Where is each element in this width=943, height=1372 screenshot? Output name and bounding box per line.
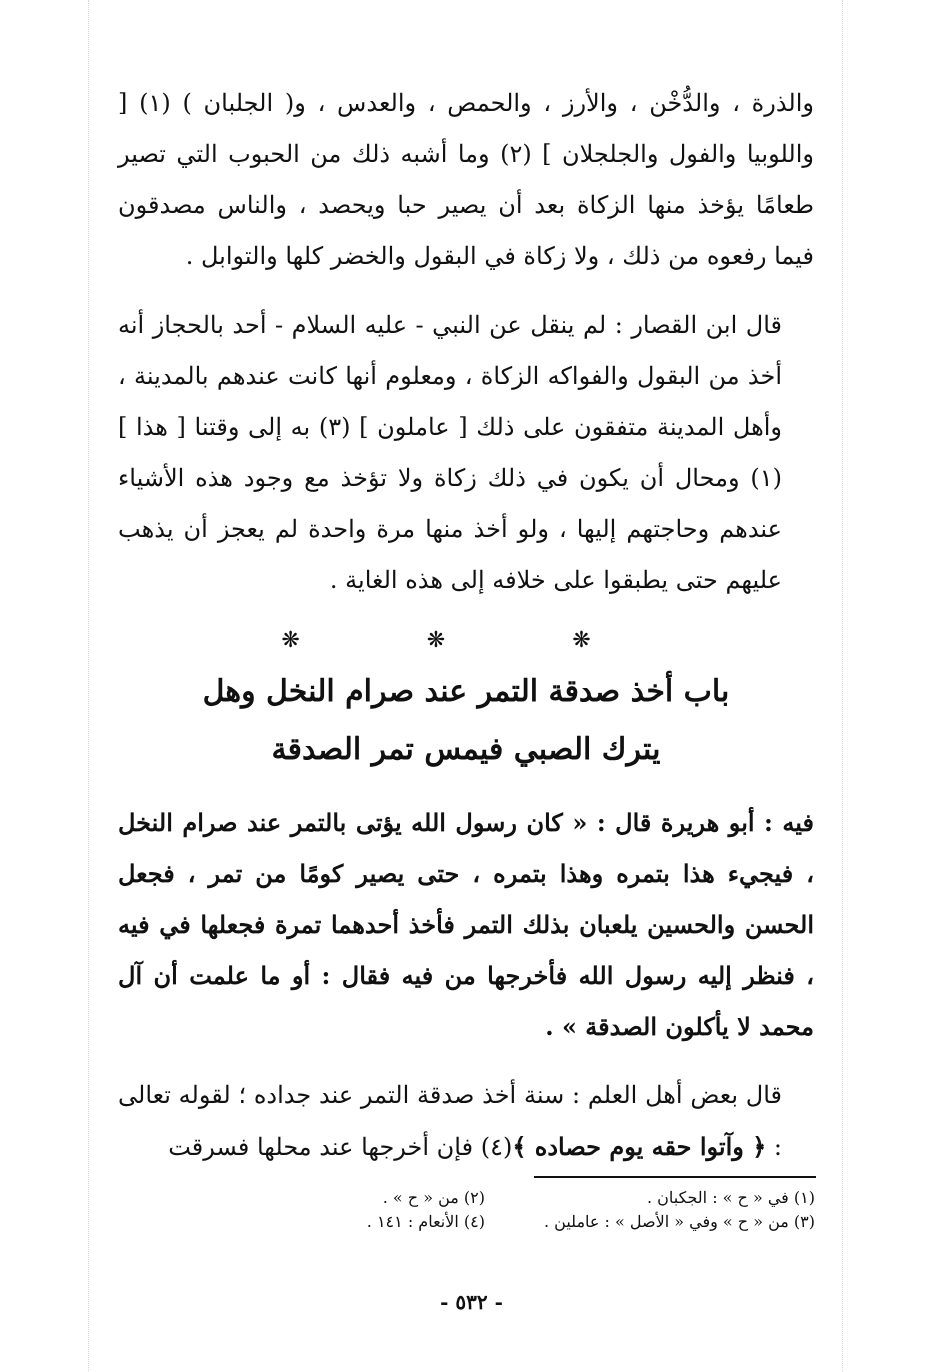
hadith-paragraph: فيه : أبو هريرة قال : « كان رسول الله يؤتى بالتمر عند صرام النخل ، فيجيء هذا بتمره وهذا بتمره ، حتى يصير كومًا من تمر ، فجعل الحسن والحسين يلعبان بذلك التمر فأخذ أحدهما تمرة فجعلها في فيه ، فنظر إليه رسول الله فأخرجها من فيه فقال : أو ما علمت أن آل محمد لا يأكلون الصدقة » . (118, 808, 814, 1041)
paragraph-grains: والذرة ، والدُّخْن ، والأرز ، والحمص ، والعدس ، و( الجلبان ) (١) [ واللوبيا والفول والجلجلان ] (٢) وما أشبه ذلك من الحبوب التي تصير طعامًا يؤخذ منها الزكاة بعد أن يصير حبا ويحصد ، والناس مصدقون فيما رفعوه من ذلك ، ولا زكاة في البقول والخضر كلها والتوابل . (118, 89, 815, 270)
quran-verse: ﴿ وآتوا حقه يوم حصاده ﴾ (512, 1132, 767, 1161)
paragraph-scholars (118, 1070, 814, 1173)
footnote-3: (٣) من « ح » وفي « الأصل » : عاملين . (543, 1212, 815, 1231)
right-margin-guide (842, 0, 843, 1372)
footnote-2: (٢) من « ح » . (382, 1188, 485, 1207)
paragraph-ibn-alqassar: قال ابن القصار : لم ينقل عن النبي - عليه السلام - أحد بالحجاز أنه أخذ من البقول والفواكه الزكاة ، ومعلوم أنها كانت عندهم بالمدينة ، وأهل المدينة متفقون على ذلك [ عاملون ] (٣) به إلى وقتنا [ هذا ] (١) ومحال أن يكون في ذلك زكاة ولا تؤخذ مع وجود هذه الأشياء عندهم وحاجتهم إليها ، ولو أخذ منها مرة واحدة لم يعجز أن يذهب عليهم حتى يطبقوا على خلافه إلى هذه الغاية . (118, 311, 782, 594)
footnote-4: (٤) الأنعام : ١٤١ . (366, 1212, 485, 1231)
footnote-1: (١) في « ح » : الجكبان . (647, 1188, 815, 1207)
left-margin-guide (88, 0, 89, 1372)
page-body (118, 78, 814, 1173)
chapter-heading-line2: يترك الصبي فيمس تمر الصدقة (271, 732, 661, 767)
footnote-divider (534, 1176, 816, 1178)
paragraph-scholars-end: فإن أخرجها عند محلها فسرقت (168, 1133, 481, 1161)
section-separator: ❋ ❋ ❋ (281, 628, 651, 653)
page-number: - ٥٣٢ - (440, 1290, 503, 1314)
footnote-ref-4: (٤) (480, 1133, 513, 1161)
paragraph-scholars-start: قال بعض أهل العلم : سنة أخذ صدقة التمر عند جداده ؛ لقوله تعالى : (118, 1081, 782, 1161)
footnotes (230, 1186, 815, 1234)
chapter-heading-line1: باب أخذ صدقة التمر عند صرام النخل وهل (202, 674, 730, 709)
